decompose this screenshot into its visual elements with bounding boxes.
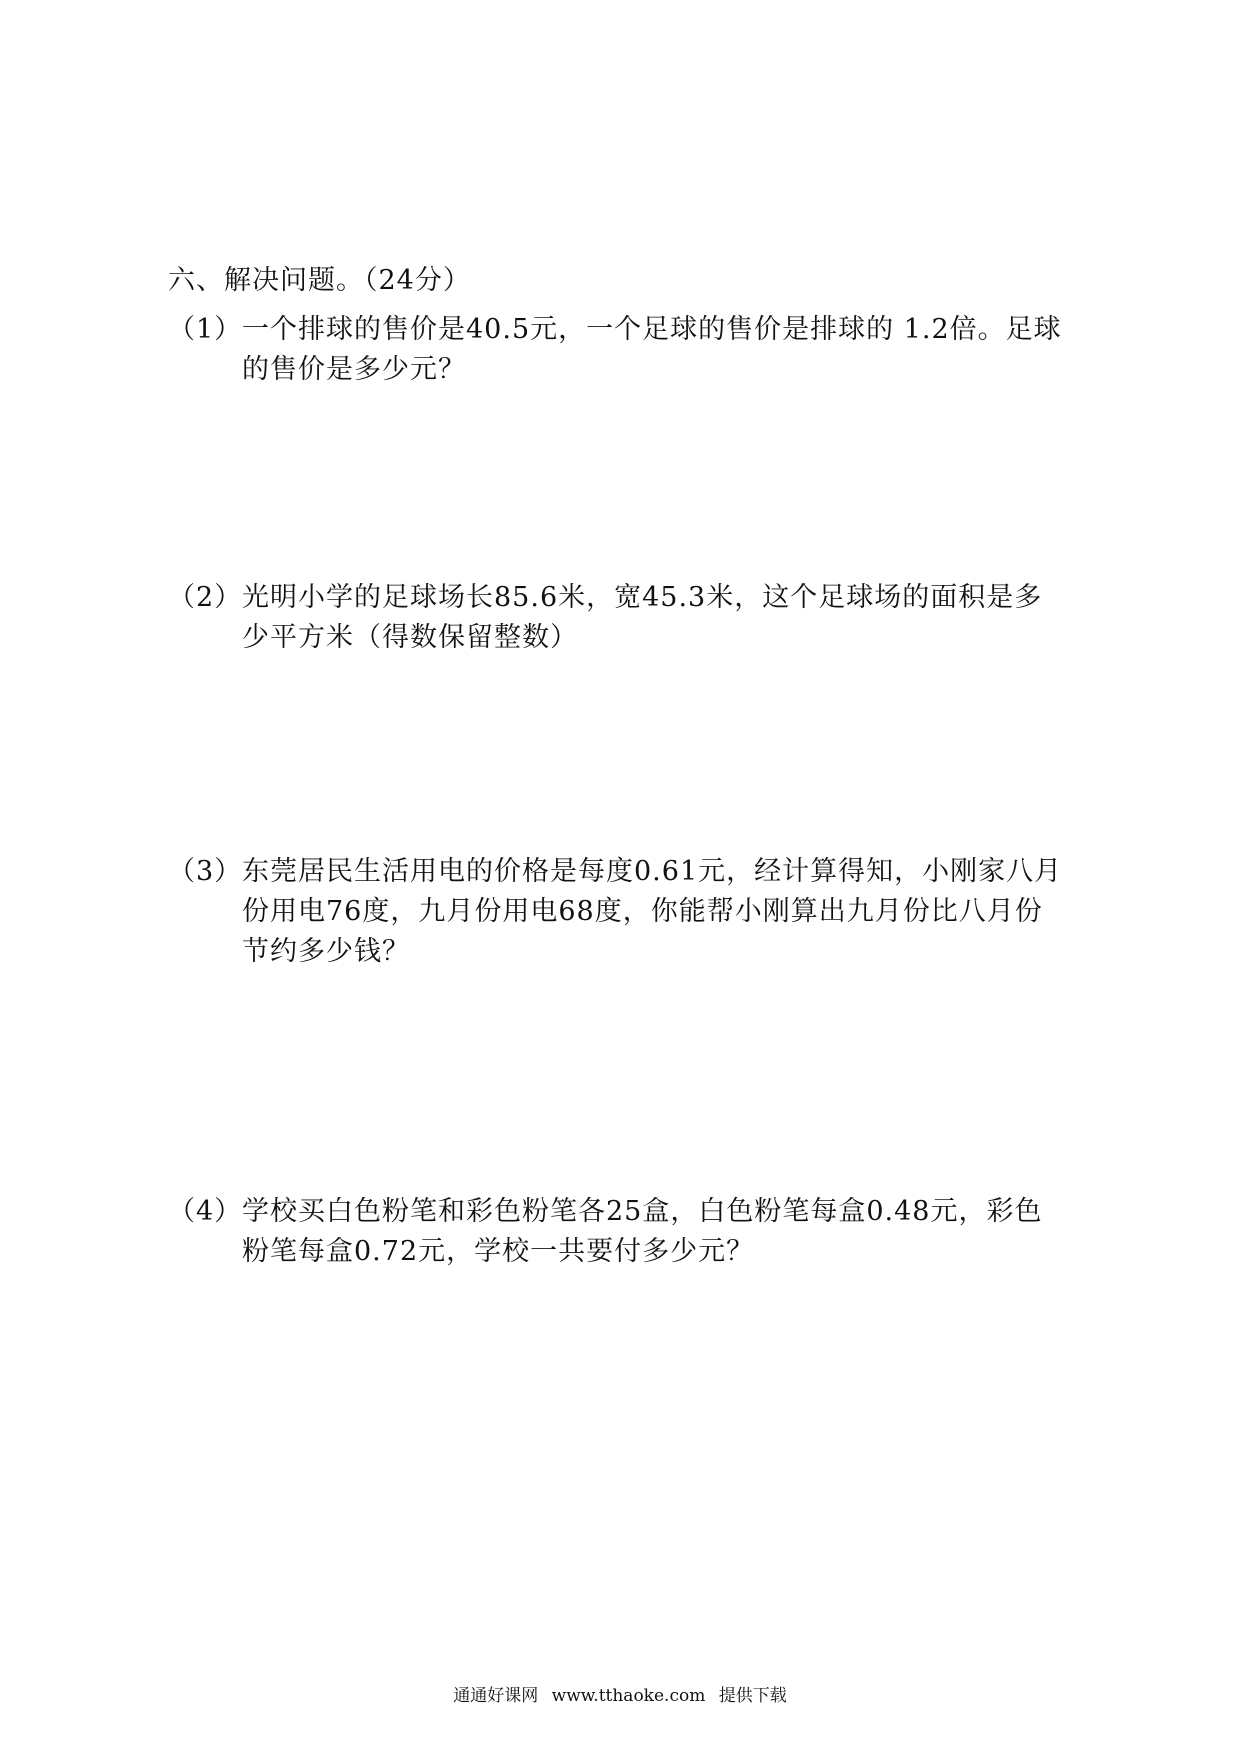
section-title: 六、解决问题。（24分）	[168, 265, 471, 296]
footer-note: 提供下载	[718, 1686, 787, 1706]
question-text: 东莞居民生活用电的价格是每度0.61元，经计算得知，小刚家八月份用电76度，九月份用电68度，你能帮小刚算出九月份比八月份节约多少钱？	[242, 856, 1063, 967]
question-1	[168, 310, 1068, 390]
question-2	[168, 578, 1068, 658]
question-text: 光明小学的足球场长85.6米，宽45.3米，这个足球场的面积是多少平方米（得数保留整数）	[242, 582, 1043, 653]
footer-site-name: 通通好课网	[453, 1686, 539, 1706]
question-number: （4）	[168, 1196, 243, 1227]
footer-url[interactable]: www.tthaoke.com	[551, 1686, 706, 1706]
question-number: （1）	[168, 314, 243, 345]
question-number: （3）	[168, 856, 243, 887]
page-footer	[0, 1681, 1240, 1706]
question-number: （2）	[168, 582, 243, 613]
question-4	[168, 1192, 1068, 1272]
question-3	[168, 852, 1068, 972]
question-text: 学校买白色粉笔和彩色粉笔各25盒，白色粉笔每盒0.48元，彩色粉笔每盒0.72元，学校一共要付多少元？	[242, 1196, 1043, 1267]
question-text: 一个排球的售价是40.5元，一个足球的售价是排球的 1.2倍。足球的售价是多少元？	[242, 314, 1062, 385]
